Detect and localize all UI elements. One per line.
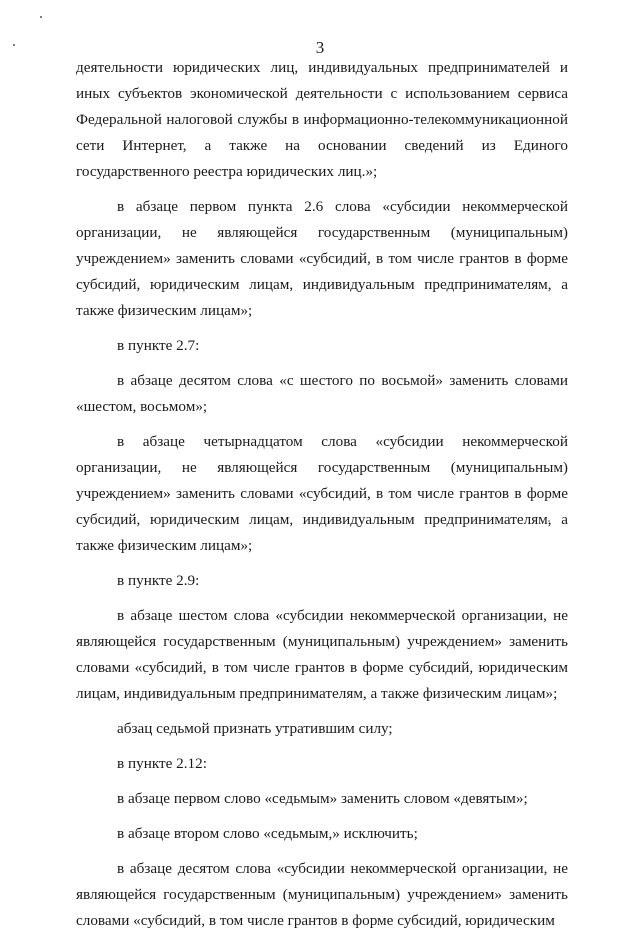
- paragraph-heading-2-12: в пункте 2.12:: [117, 755, 207, 772]
- paragraph-item-2-9-a: в абзаце шестом слова «субсидии некоммерческой организации, не являющейся государственным (муниципальным) учреждением» заменить словами «субсидий, в том числе грантов в форме субсидий, юридическим лицам, индивидуальным предпринимателям, а также физическим лицам»;: [76, 607, 568, 702]
- paragraph-item-2-7-b: в абзаце четырнадцатом слова «субсидии некоммерческой организации, не являющейся государственным (муниципальным) учреждением» заменить словами «субсидий, в том числе грантов в форме субсидий, юридическим лицам, индивидуальным предпринимателям, а также физическим лицам»;: [76, 433, 568, 554]
- document-body: [76, 55, 568, 934]
- paragraph-item-2-12-c: в абзаце десятом слова «субсидии некоммерческой организации, не являющейся государственным (муниципальным) учреждением» заменить словами «субсидий, в том числе грантов в форме субсидий, юридическим: [76, 860, 568, 929]
- paragraph-continuation: деятельности юридических лиц, индивидуальных предпринимателей и иных субъектов экономической деятельности с использованием сервиса Федеральной налоговой службы в информационно-телекоммуникационной сети Интернет, а также на основании сведений из Единого государственного реестра юридических лиц.»;: [76, 59, 568, 180]
- paragraph-heading-2-9: в пункте 2.9:: [117, 572, 200, 589]
- paragraph-item-2-12-b: в абзаце втором слово «седьмым,» исключить;: [117, 825, 418, 842]
- paragraph-item-2-6: в абзаце первом пункта 2.6 слова «субсидии некоммерческой организации, не являющейся государственным (муниципальным) учреждением» заменить словами «субсидий, в том числе грантов в форме субсидий, юридическим лицам, индивидуальным предпринимателям, а также физическим лицам»;: [76, 198, 568, 319]
- paragraph-item-2-7-a: в абзаце десятом слова «с шестого по восьмой» заменить словами «шестом, восьмом»;: [76, 372, 568, 415]
- paragraph-item-2-12-a: в абзаце первом слово «седьмым» заменить словом «девятым»;: [117, 790, 528, 807]
- paragraph-heading-2-7: в пункте 2.7:: [117, 337, 200, 354]
- scan-speck: [40, 16, 42, 18]
- paragraph-item-2-9-b: абзац седьмой признать утратившим силу;: [117, 720, 393, 737]
- page-number: 3: [315, 38, 325, 57]
